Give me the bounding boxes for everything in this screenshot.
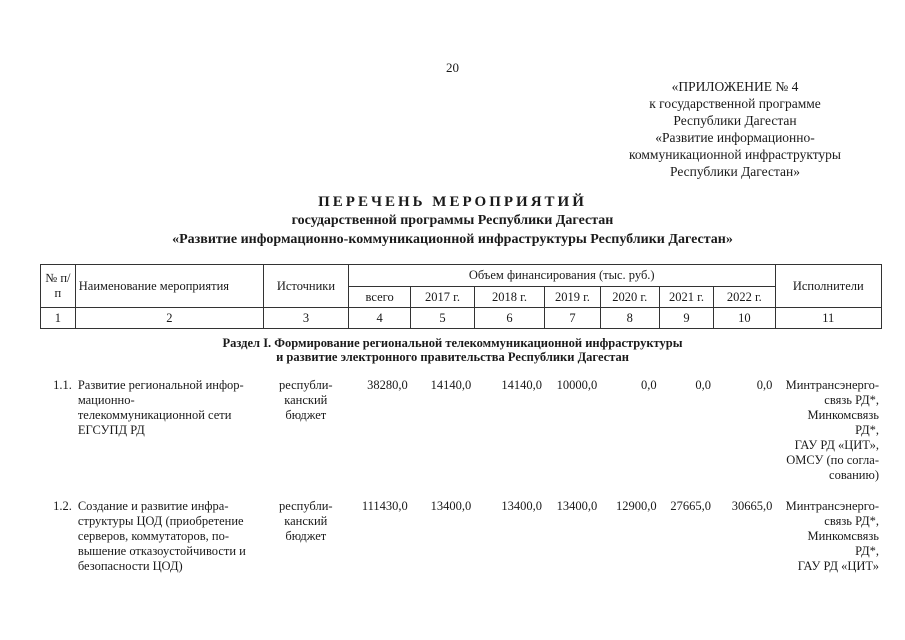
section-title-line: и развитие электронного правительства Республики Дагестан: [276, 350, 629, 364]
column-number: 9: [659, 308, 713, 329]
executor-line: Минкомсвязь: [807, 529, 879, 543]
activity-name-line: структуры ЦОД (приобретение: [77, 514, 244, 528]
column-number: 3: [264, 308, 349, 329]
page-number: 20: [446, 60, 459, 75]
activity-name-line: мационно-: [77, 393, 135, 407]
appendix-line: коммуникационной инфраструктуры: [629, 147, 841, 162]
executor-line: РД*,: [855, 423, 879, 437]
header-year: 2020 г.: [600, 287, 659, 308]
activity-name: [75, 378, 263, 483]
funding-source-line: бюджет: [285, 408, 327, 422]
executor-line: Минтрансэнерго-: [785, 499, 879, 513]
header-table: [40, 264, 882, 329]
executor-line: ГАУ РД «ЦИТ»,: [794, 438, 879, 452]
funding-source: [263, 499, 348, 574]
funding-value: 0,0: [641, 378, 657, 392]
header-year: 2018 г.: [474, 287, 545, 308]
program-name: «Развитие информационно-коммуникационной инфраструктуры Республики Дагестан»: [172, 232, 733, 247]
document-subtitle: государственной программы Республики Дагестан: [291, 213, 614, 228]
funding-value: 10000,0: [556, 378, 598, 392]
column-number: 5: [411, 308, 474, 329]
activity-name-line: Развитие региональной инфор-: [77, 378, 244, 392]
header-year: 2021 г.: [659, 287, 713, 308]
executor-line: Минтрансэнерго-: [785, 378, 879, 392]
executor-line: связь РД*,: [824, 514, 879, 528]
funding-value: 13400,0: [556, 499, 598, 513]
funding-value: 14140,0: [501, 378, 542, 392]
funding-source-line: республи-: [279, 378, 333, 392]
funding-value: 27665,0: [670, 499, 711, 513]
header-funding: Объем финансирования (тыс. руб.): [348, 265, 775, 287]
column-number: 8: [600, 308, 659, 329]
appendix-line: «Развитие информационно-: [655, 130, 815, 145]
column-number: 1: [41, 308, 76, 329]
executor-line: ОМСУ (по согла-: [786, 453, 879, 467]
funding-source-line: канский: [284, 514, 328, 528]
executor-line: сованию): [829, 468, 879, 482]
header-source: Источники: [264, 265, 349, 308]
column-number: 6: [474, 308, 545, 329]
activity-name-line: вышение отказоустойчивости и: [77, 544, 246, 558]
table-row: [40, 378, 882, 483]
row-number: 1.2.: [53, 499, 72, 513]
funding-value: 13400,0: [430, 499, 472, 513]
activity-name-line: ЕГСУПД РД: [77, 423, 145, 437]
activities-table: [40, 378, 882, 574]
executors: [775, 378, 882, 483]
funding-value: 0,0: [695, 378, 711, 392]
appendix-line: Республики Дагестан: [673, 113, 797, 128]
executor-line: РД*,: [855, 544, 879, 558]
appendix-line: «ПРИЛОЖЕНИЕ № 4: [671, 79, 799, 94]
header-year: 2019 г.: [545, 287, 600, 308]
header-year: 2022 г.: [714, 287, 775, 308]
header-year: всего: [348, 287, 410, 308]
activity-name-line: безопасности ЦОД): [77, 559, 183, 573]
column-number: 7: [545, 308, 600, 329]
column-number: 2: [75, 308, 263, 329]
appendix-header: [590, 78, 880, 180]
activity-name-line: серверов, коммутаторов, по-: [77, 529, 230, 543]
header-num: № п/п: [41, 265, 76, 308]
header-name: Наименование мероприятия: [75, 265, 263, 308]
funding-value: 12900,0: [616, 499, 657, 513]
funding-source-line: республи-: [279, 499, 333, 513]
column-number: 4: [348, 308, 410, 329]
column-number: 11: [775, 308, 881, 329]
funding-source-line: канский: [284, 393, 328, 407]
funding-value: 0,0: [756, 378, 773, 392]
row-spacer: [40, 483, 882, 499]
activity-name-line: Создание и развитие инфра-: [77, 499, 229, 513]
document-title: ПЕРЕЧЕНЬ МЕРОПРИЯТИЙ: [318, 194, 587, 210]
funding-source-line: бюджет: [285, 529, 327, 543]
appendix-line: к государственной программе: [649, 96, 821, 111]
activity-name: [75, 499, 263, 574]
column-number: 10: [714, 308, 775, 329]
header-executors: Исполнители: [775, 265, 881, 308]
funding-value: 30665,0: [731, 499, 773, 513]
executor-line: связь РД*,: [824, 393, 879, 407]
activity-name-line: телекоммуникационной сети: [77, 408, 232, 422]
table-row: [40, 499, 882, 574]
executor-line: ГАУ РД «ЦИТ»: [797, 559, 879, 573]
row-number: 1.1.: [53, 378, 72, 392]
funding-value: 13400,0: [501, 499, 542, 513]
section-title-line: Раздел I. Формирование региональной телекоммуникационной инфраструктуры: [222, 336, 683, 350]
header-year: 2017 г.: [411, 287, 474, 308]
funding-value: 111430,0: [361, 499, 408, 513]
section-title: [0, 336, 905, 364]
executors: [775, 499, 882, 574]
executor-line: Минкомсвязь: [807, 408, 879, 422]
funding-value: 14140,0: [430, 378, 472, 392]
funding-source: [263, 378, 348, 483]
funding-value: 38280,0: [367, 378, 408, 392]
appendix-line: Республики Дагестан»: [669, 164, 800, 179]
